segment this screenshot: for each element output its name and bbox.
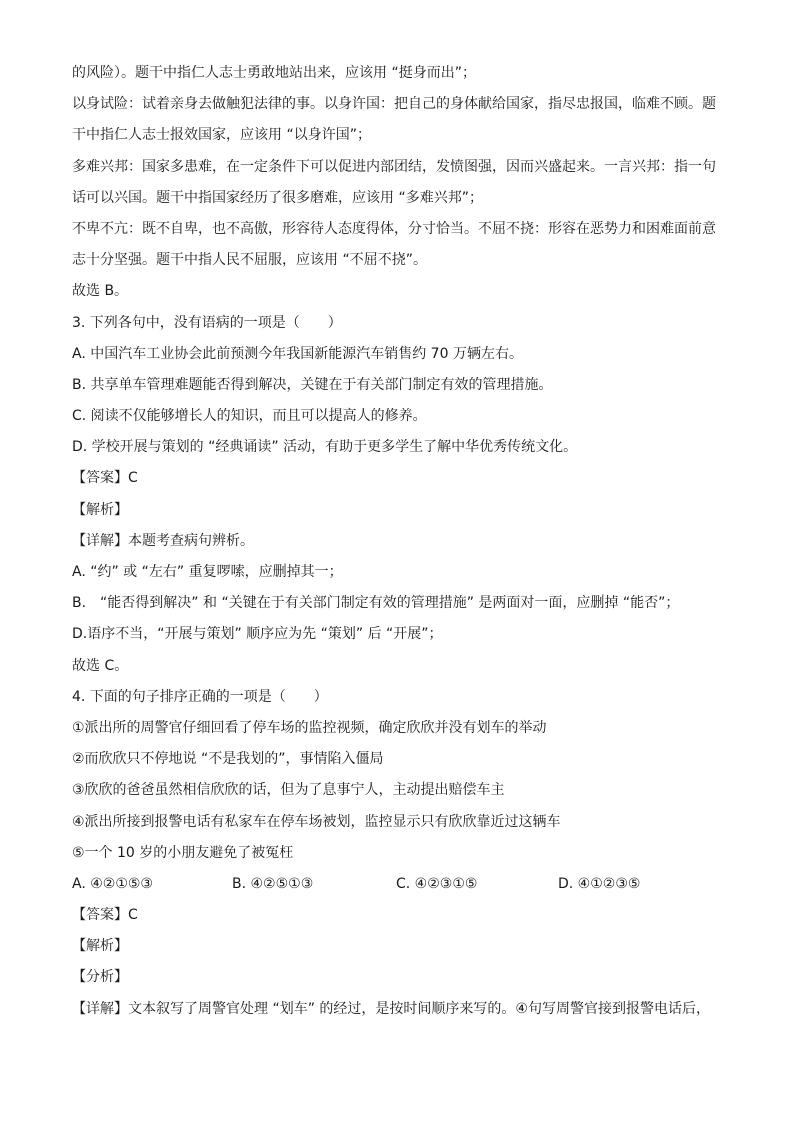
sentence-item: ⑤一个 10 岁的小朋友避免了被冤枉 [72,844,294,861]
question-3-title: 3. 下列各句中，没有语病的一项是（ ） [72,314,342,331]
text-line: 不卑不亢：既不自卑，也不高傲，形容待人态度得体，分寸恰当。不屈不挠：形容在恶势力和困难面前意 [72,220,716,237]
text-line: 多难兴邦：国家多患难，在一定条件下可以促进内部团结，发愤图强，因而兴盛起来。一言兴邦：指一句 [72,158,716,175]
detail-line: A. “约” 或 “左右” 重复啰嗦，应删掉其一； [72,564,343,580]
conclusion-line: 故选 C。 [72,657,129,674]
question-3-option-a: A. 中国汽车工业协会此前预测今年我国新能源汽车销售约 70 万辆左右。 [72,345,523,362]
answer-label: 【答案】C [72,470,138,487]
analysis-label: 【解析】 [72,938,128,955]
text-line: 话可以兴国。题干中指国家经历了很多磨难，应该用 “多难兴邦”； [72,189,483,206]
detail-line: 【详解】文本叙写了周警官处理 “划车” 的经过，是按时间顺序来写的。④句写周警官接到报警电话后， [72,1000,710,1017]
text-line: 以身试险：试着亲身去做触犯法律的事。以身许国：把自己的身体献给国家，指尽忠报国，临难不顾。题 [72,96,716,113]
option-d: D. ④①②③⑤ [558,875,641,892]
sentence-item: ②而欣欣只不停地说 “不是我划的”，事情陷入僵局 [72,751,384,768]
text-line: 干中指仁人志士报效国家，应该用 “以身许国”； [72,127,371,144]
conclusion-line: 故选 B。 [72,283,129,300]
text-line: 志十分坚强。题干中指人民不屈服，应该用 “不屈不挠”。 [72,252,427,269]
detail-line: B． “能否得到解决” 和 “关键在于有关部门制定有效的管理措施” 是两面对一面，应删掉 “能否”； [72,595,680,612]
sentence-item: ③欣欣的爸爸虽然相信欣欣的话，但为了息事宁人，主动提出赔偿车主 [72,782,505,799]
option-b: B. ④②⑤①③ [232,875,314,892]
document-page [72,62,722,1029]
question-4-title: 4. 下面的句子排序正确的一项是（ ） [72,688,328,705]
option-c: C. ④②③①⑤ [396,875,478,892]
question-4-options [72,873,722,895]
detail-line: D.语序不当，“开展与策划” 顺序应为先 “策划” 后 “开展”； [72,626,443,643]
question-3-option-b: B. 共享单车管理难题能否得到解决，关键在于有关部门制定有效的管理措施。 [72,376,553,393]
sentence-item: ①派出所的周警官仔细回看了停车场的监控视频，确定欣欣并没有划车的举动 [72,719,547,736]
analysis-label: 【解析】 [72,501,128,518]
text-line: 的风险）。题干中指仁人志士勇敢地站出来，应该用 “挺身而出”； [72,65,476,81]
answer-label: 【答案】C [72,907,138,924]
detail-line: 【详解】本题考查病句辨析。 [72,532,254,549]
analysis-subtitle: 【分析】 [72,969,128,986]
question-3-option-c: C. 阅读不仅能够增长人的知识，而且可以提高人的修养。 [72,408,427,425]
option-a: A. ④②①⑤③ [72,875,153,892]
question-3-option-d: D. 学校开展与策划的 “经典诵读” 活动，有助于更多学生了解中华优秀传统文化。 [72,439,578,456]
sentence-item: ④派出所接到报警电话有私家车在停车场被划，监控显示只有欣欣靠近过这辆车 [72,813,561,830]
